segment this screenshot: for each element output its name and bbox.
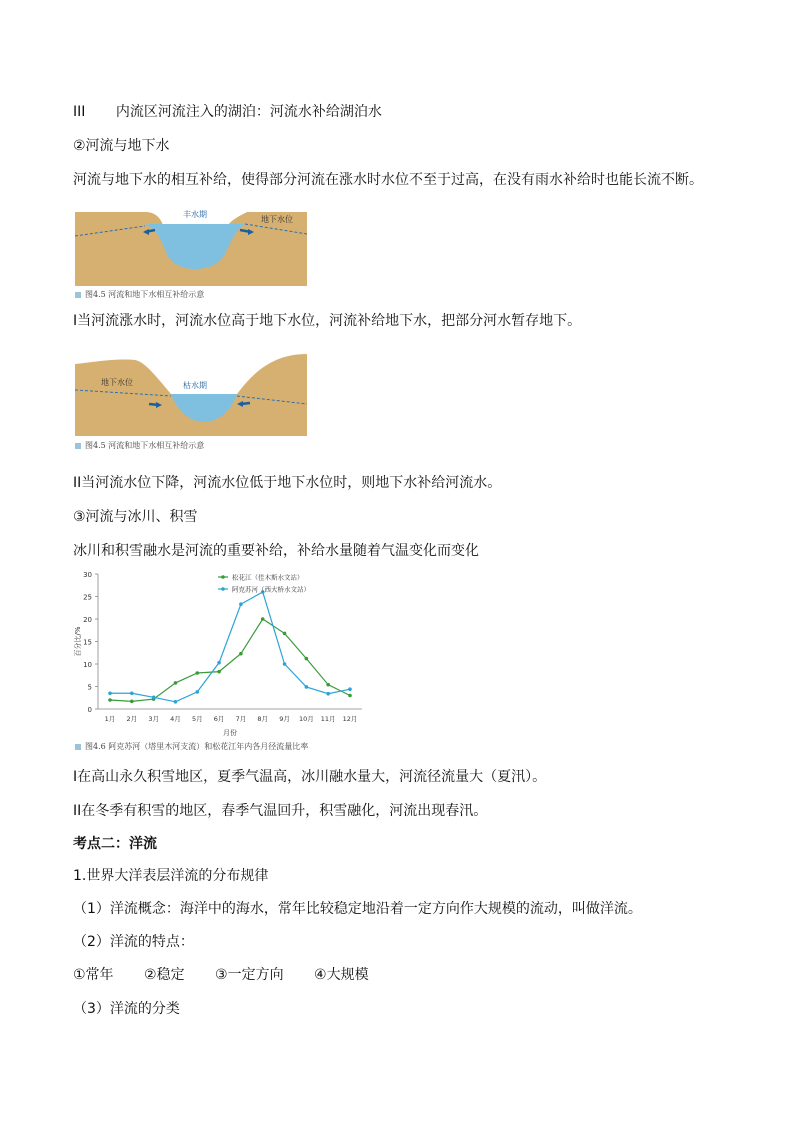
y-tick-label: 0 <box>87 706 92 714</box>
section-heading-ocean-currents: 考点二：洋流 <box>73 836 157 852</box>
caption-marker <box>75 744 81 750</box>
data-point <box>108 691 112 695</box>
y-tick-label: 15 <box>83 638 92 647</box>
series-line <box>110 592 350 702</box>
figure2-caption-text: 图4.5 河流和地下水相互补给示意 <box>85 441 205 450</box>
feature-list <box>73 966 395 984</box>
x-tick-label: 10月 <box>298 715 314 723</box>
label-groundwater-1: 地下水位 <box>261 215 293 224</box>
data-point <box>305 685 309 689</box>
data-point <box>348 694 352 698</box>
feature-item: ①常年 <box>73 967 114 983</box>
data-point <box>130 691 134 695</box>
subheading-glacier: ③河流与冰川、积雪 <box>73 509 198 525</box>
figure3-caption <box>75 741 308 752</box>
data-point <box>130 700 134 704</box>
data-point <box>305 657 309 661</box>
data-point <box>261 617 265 621</box>
x-tick-label: 8月 <box>257 715 269 723</box>
caption-marker <box>75 443 81 449</box>
heading-features: （2）洋流的特点： <box>73 934 194 950</box>
x-tick-label: 7月 <box>235 715 247 723</box>
paragraph-lowwater: II当河流水位下降，河流水位低于地下水位时，则地下水补给河流水。 <box>73 475 502 491</box>
data-point <box>239 652 243 656</box>
feature-item: ②稳定 <box>144 967 185 983</box>
figure-dry-period <box>75 350 307 436</box>
paragraph-spring-flood: II在冬季有积雪的地区，春季气温回升，积雪融化，河流出现春汛。 <box>73 803 488 819</box>
data-point <box>217 670 221 674</box>
x-tick-label: 3月 <box>148 715 159 723</box>
data-point <box>239 602 243 606</box>
data-point <box>195 671 199 675</box>
line-lake-text: 内流区河流注入的湖泊：河流水补给湖泊水 <box>115 104 382 120</box>
heading-distribution: 1.世界大洋表层洋流的分布规律 <box>73 868 269 884</box>
data-point <box>174 700 178 704</box>
feature-item: ③一定方向 <box>215 967 284 983</box>
y-axis-label: 百分比/% <box>74 626 82 657</box>
heading-classification: （3）洋流的分类 <box>73 1001 180 1017</box>
x-tick-label: 5月 <box>191 715 203 723</box>
data-point <box>283 662 287 666</box>
legend-label: 阿克苏河（西大桥水文站） <box>232 585 310 594</box>
y-tick-label: 5 <box>87 683 92 692</box>
x-tick-label: 12月 <box>342 715 358 723</box>
x-axis-label: 月份 <box>223 729 237 736</box>
line-lake <box>73 103 382 121</box>
label-dry-period: 枯水期 <box>183 381 207 390</box>
label-groundwater-2: 地下水位 <box>101 378 133 387</box>
legend-marker <box>221 575 225 579</box>
paragraph-summer-flood: I在高山永久积雪地区，夏季气温高，冰川融水量大，河流径流量大（夏汛）。 <box>73 769 547 785</box>
x-tick-label: 9月 <box>279 715 290 723</box>
figure1-caption <box>75 289 204 300</box>
x-tick-label: 1月 <box>104 715 116 723</box>
figure1-caption-text: 图4.5 河流和地下水相互补给示意 <box>85 290 205 299</box>
data-point <box>217 661 221 665</box>
runoff-line-chart <box>72 566 382 736</box>
y-tick-label: 10 <box>83 661 92 669</box>
figure2-caption <box>75 440 204 451</box>
figure3-caption-text: 图4.6 阿克苏河（塔里木河支流）和松花江年内各月径流量比率 <box>85 742 309 751</box>
x-tick-label: 2月 <box>126 715 138 723</box>
legend-marker <box>221 587 225 591</box>
roman-numeral: III <box>73 104 86 120</box>
paragraph-flood: I当河流涨水时，河流水位高于地下水位，河流补给地下水，把部分河水暂存地下。 <box>73 313 582 329</box>
data-point <box>195 690 199 694</box>
x-tick-label: 6月 <box>213 715 225 723</box>
y-tick-label: 30 <box>83 571 92 579</box>
data-point <box>174 681 178 685</box>
subheading-groundwater: ②河流与地下水 <box>73 138 170 154</box>
figure-flood-period <box>75 202 307 286</box>
feature-item: ④大规模 <box>314 967 369 983</box>
paragraph-groundwater: 河流与地下水的相互补给，使得部分河流在涨水时水位不至于过高，在没有雨水补给时也能长流不断。 <box>73 172 703 188</box>
y-tick-label: 25 <box>83 593 92 602</box>
data-point <box>108 698 112 702</box>
data-point <box>283 632 287 636</box>
paragraph-definition: （1）洋流概念：海洋中的海水，常年比较稳定地沿着一定方向作大规模的流动，叫做洋流。 <box>73 901 642 917</box>
data-point <box>326 692 330 696</box>
y-tick-label: 20 <box>83 616 92 624</box>
paragraph-glacier: 冰川和积雪融水是河流的重要补给，补给水量随着气温变化而变化 <box>73 543 479 559</box>
data-point <box>152 696 156 700</box>
x-tick-label: 4月 <box>170 715 181 723</box>
label-flood-period: 丰水期 <box>183 210 207 219</box>
legend-label: 松花江（佳木斯水文站） <box>232 573 304 582</box>
caption-marker <box>75 292 81 298</box>
data-point <box>326 683 330 687</box>
x-tick-label: 11月 <box>320 715 336 723</box>
data-point <box>348 687 352 691</box>
